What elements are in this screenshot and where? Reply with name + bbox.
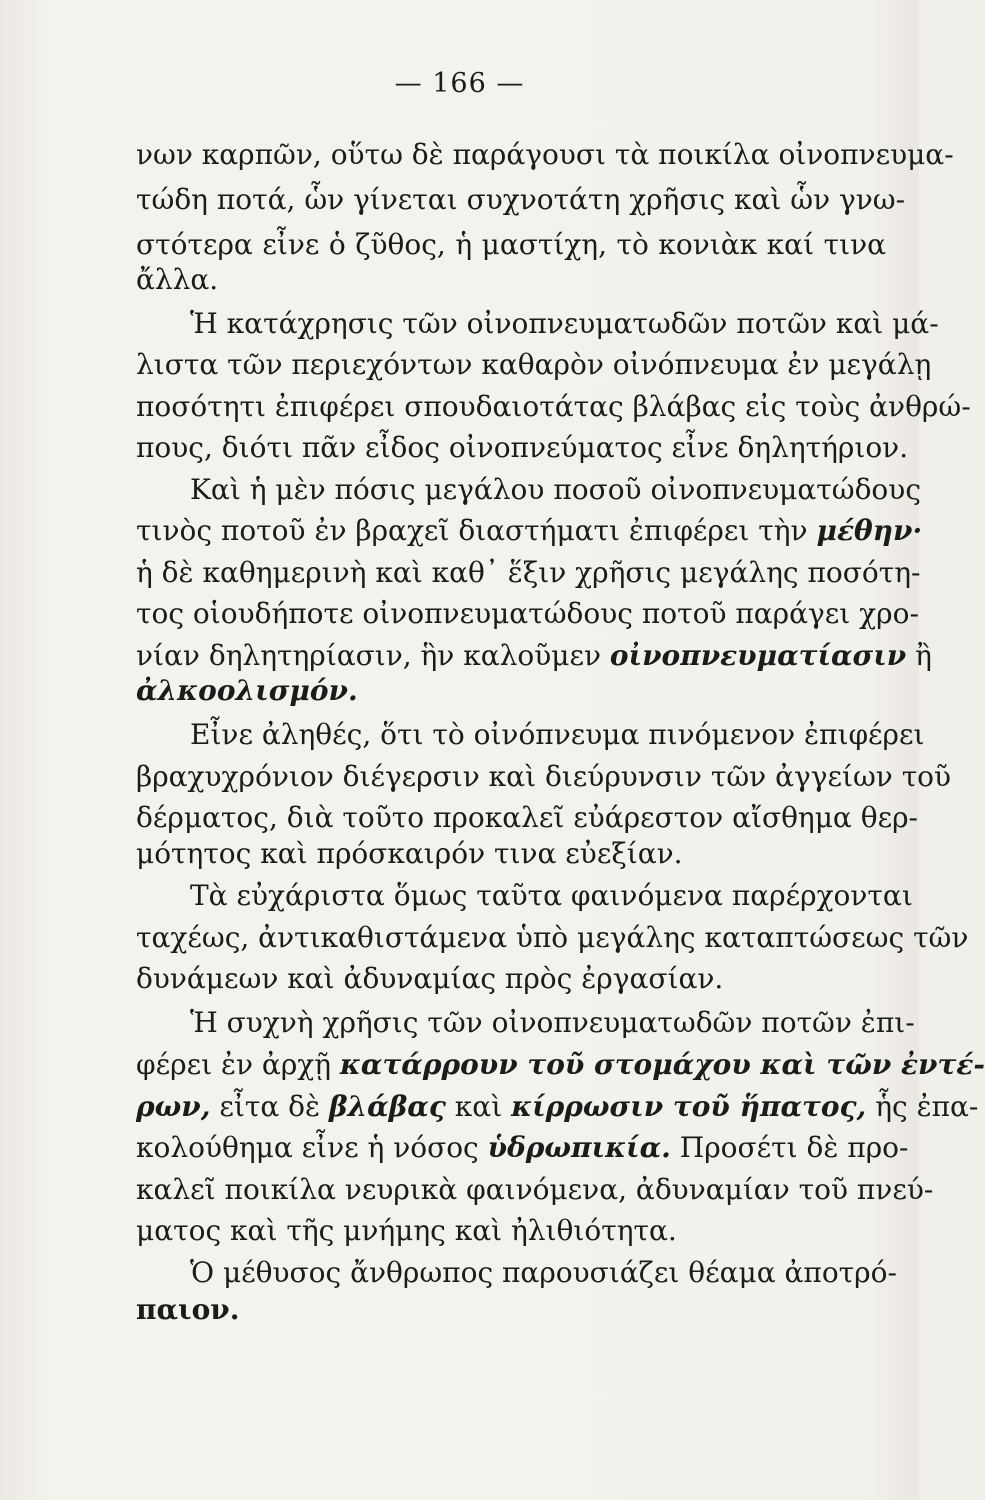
text-line — [136, 959, 886, 999]
text-line — [136, 553, 921, 593]
text-segment: ποσότητι ἐπιφέρει σπουδαιοτάτας βλάβας εἰς τοὺς ἀνθρώ- — [136, 390, 971, 423]
text-segment: καλεῖ ποικίλα νευρικὰ φαινόμενα, ἀδυναμίαν τοῦ πνεύ- — [136, 1173, 934, 1206]
text-segment: καὶ — [445, 1090, 512, 1123]
text-segment: νων καρπῶν, οὕτω δὲ παράγουσι τὰ ποικίλα οἰνοπνευμα- — [136, 138, 954, 171]
text-segment: πους, διότι πᾶν εἶδος οἰνοπνεύματος εἶνε δηλητήριον. — [136, 431, 909, 464]
text-segment: μότητος καὶ πρόσκαιρόν τινα εὐεξίαν. — [136, 837, 683, 870]
text-segment: ἡ δὲ καθημερινὴ καὶ καθ᾽ ἕξιν χρῆσις μεγάλης ποσότη- — [136, 556, 921, 589]
emphasized-term: κίρρωσιν τοῦ ἥπατος, — [511, 1090, 867, 1123]
text-segment: τινὸς ποτοῦ ἐν βραχεῖ διαστήματι ἐπιφέρει τὴν — [136, 514, 817, 547]
text-segment: Προσέτι δὲ προ- — [670, 1131, 909, 1164]
text-line — [136, 1128, 909, 1168]
text-line — [136, 594, 919, 634]
text-line — [136, 1045, 985, 1085]
emphasized-term: βλάβας — [328, 1090, 446, 1123]
text-line — [190, 1253, 897, 1293]
text-line — [136, 1290, 886, 1330]
emphasized-term: ἀλκοολισμόν. — [136, 674, 358, 707]
text-line — [136, 757, 952, 797]
text-line — [136, 428, 909, 468]
text-line — [136, 671, 886, 711]
text-segment: βραχυχρόνιον διέγερσιν καὶ διεύρυνσιν τῶν ἀγγείων τοῦ — [136, 760, 952, 793]
text-line — [190, 470, 921, 510]
text-segment: ταχέως, ἀντικαθιστάμενα ὑπὸ μεγάλης καταπτώσεως τῶν — [136, 921, 969, 954]
text-segment: λιστα τῶν περιεχόντων καθαρὸν οἰνόπνευμα ἐν μεγάλῃ — [136, 348, 932, 381]
text-line — [190, 304, 939, 344]
text-line — [136, 387, 971, 427]
text-segment: φέρει ἐν ἀρχῇ — [136, 1048, 340, 1081]
text-line — [136, 834, 886, 874]
text-line — [136, 345, 932, 385]
text-segment: τώδη ποτά, ὧν γίνεται συχνοτάτη χρῆσις καὶ ὧν γνω- — [136, 183, 906, 216]
text-line — [190, 876, 913, 916]
emphasized-term: κατάρρουν τοῦ στομάχου καὶ τῶν ἐντέ- — [339, 1048, 985, 1081]
text-segment: νίαν δηλητηρίασιν, ἣν καλοῦμεν — [136, 639, 610, 672]
text-line — [136, 225, 886, 265]
text-line — [136, 180, 906, 220]
text-line — [190, 715, 925, 755]
text-line — [136, 135, 954, 175]
text-line — [136, 1211, 886, 1251]
text-segment: τος οἱουδήποτε οἰνοπνευματώδους ποτοῦ παράγει χρο- — [136, 597, 919, 630]
text-segment: ματος καὶ τῆς μνήμης καὶ ἠλιθιότητα. — [136, 1214, 677, 1247]
emphasized-term: οἰνοπνευματίασιν — [609, 639, 907, 672]
text-line — [190, 1003, 915, 1043]
text-segment: ἄλλα. — [136, 263, 219, 296]
text-line — [136, 1170, 934, 1210]
emphasized-term: μέθην· — [816, 514, 923, 547]
text-line — [136, 511, 923, 551]
text-segment: Ἡ κατάχρησις τῶν οἰνοπνευματωδῶν ποτῶν καὶ μά- — [190, 307, 939, 340]
text-segment: δυνάμεων καὶ ἀδυναμίας πρὸς ἐργασίαν. — [136, 962, 724, 995]
text-segment: δέρματος, διὰ τοῦτο προκαλεῖ εὐάρεστον αἴσθημα θερ- — [136, 801, 918, 834]
text-segment: Εἶνε ἀληθές, ὅτι τὸ οἰνόπνευμα πινόμενον ἐπιφέρει — [190, 718, 925, 751]
text-segment: Τὰ εὐχάριστα ὅμως ταῦτα φαινόμενα παρέρχονται — [190, 879, 913, 912]
text-line — [136, 918, 969, 958]
text-segment: κολούθημα εἶνε ἡ νόσος — [136, 1131, 488, 1164]
emphasized-term: ὑδρωπικία. — [487, 1131, 671, 1164]
text-segment: Καὶ ἡ μὲν πόσις μεγάλου ποσοῦ οἰνοπνευματώδους — [190, 473, 921, 506]
emphasized-term: παιον. — [136, 1293, 240, 1326]
text-segment: Ὁ μέθυσος ἄνθρωπος παρουσιάζει θέαμα ἀποτρό- — [190, 1256, 897, 1289]
text-line — [136, 1087, 979, 1127]
text-line — [136, 636, 932, 676]
emphasized-term: ρων, — [136, 1090, 211, 1123]
page-number: — 166 — — [394, 68, 525, 99]
text-segment: Ἡ συχνὴ χρῆσις τῶν οἰνοπνευματωδῶν ποτῶν ἐπι- — [190, 1006, 915, 1039]
text-segment: ἧς ἐπα- — [866, 1090, 979, 1123]
text-segment: στότερα εἶνε ὁ ζῦθος, ἡ μαστίχη, τὸ κονιὰκ καί τινα — [136, 228, 886, 261]
text-line — [136, 798, 918, 838]
text-segment: εἶτα δὲ — [210, 1090, 329, 1123]
text-segment: ἢ — [906, 639, 932, 672]
text-line — [136, 260, 886, 300]
